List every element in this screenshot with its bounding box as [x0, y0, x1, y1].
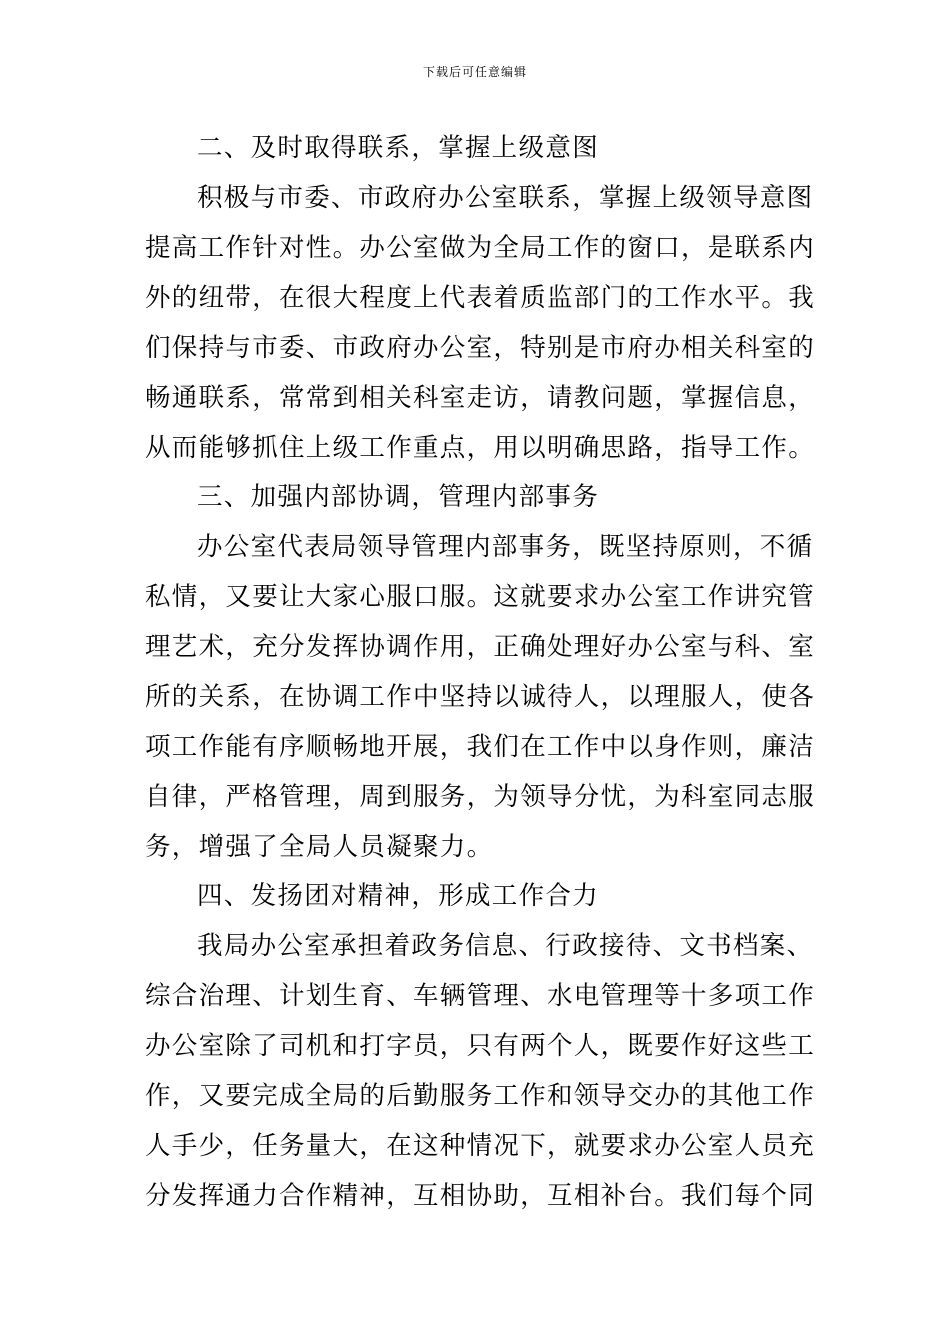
paragraph-line: 项工作能有序顺畅地开展，我们在工作中以身作则，廉洁 — [145, 732, 816, 762]
paragraph-line: 提高工作针对性。办公室做为全局工作的窗口，是联系内 — [145, 233, 816, 263]
paragraph-line: 我局办公室承担着政务信息、行政接待、文书档案、 — [197, 931, 814, 961]
paragraph-line: 所的关系，在协调工作中坚持以诚待人，以理服人，使各 — [145, 682, 816, 712]
paragraph-line: 作，又要完成全局的后勤服务工作和领导交办的其他工作 — [145, 1081, 816, 1111]
paragraph-line: 办公室代表局领导管理内部事务，既坚持原则，不循 — [197, 532, 814, 562]
section-heading-4: 四、发扬团对精神，形成工作合力 — [197, 881, 600, 911]
paragraph-line: 理艺术，充分发挥协调作用，正确处理好办公室与科、室 — [145, 632, 816, 662]
paragraph-line: 畅通联系，常常到相关科室走访，请教问题，掌握信息， — [145, 383, 816, 413]
page-header: 下载后可任意编辑 — [422, 65, 527, 79]
paragraph-line: 从而能够抓住上级工作重点，用以明确思路，指导工作。 — [145, 433, 816, 463]
paragraph-line: 综合治理、计划生育、车辆管理、水电管理等十多项工作 — [145, 981, 816, 1011]
paragraph-line: 人手少，任务量大，在这种情况下，就要求办公室人员充 — [145, 1131, 816, 1161]
section-heading-2: 二、及时取得联系，掌握上级意图 — [197, 133, 600, 163]
paragraph-line: 们保持与市委、市政府办公室，特别是市府办相关科室的 — [145, 333, 816, 363]
paragraph-line: 办公室除了司机和打字员，只有两个人，既要作好这些工 — [145, 1031, 816, 1061]
paragraph-line: 外的纽带，在很大程度上代表着质监部门的工作水平。我 — [145, 283, 816, 313]
paragraph-line: 分发挥通力合作精神，互相协助，互相补台。我们每个同 — [145, 1181, 816, 1211]
paragraph-line: 积极与市委、市政府办公室联系，掌握上级领导意图 — [197, 183, 814, 213]
paragraph-line: 务，增强了全局人员凝聚力。 — [145, 832, 494, 862]
paragraph-line: 私情，又要让大家心服口服。这就要求办公室工作讲究管 — [145, 582, 816, 612]
section-heading-3: 三、加强内部协调，管理内部事务 — [197, 482, 600, 512]
paragraph-line: 自律，严格管理，周到服务，为领导分忧，为科室同志服 — [145, 782, 816, 812]
